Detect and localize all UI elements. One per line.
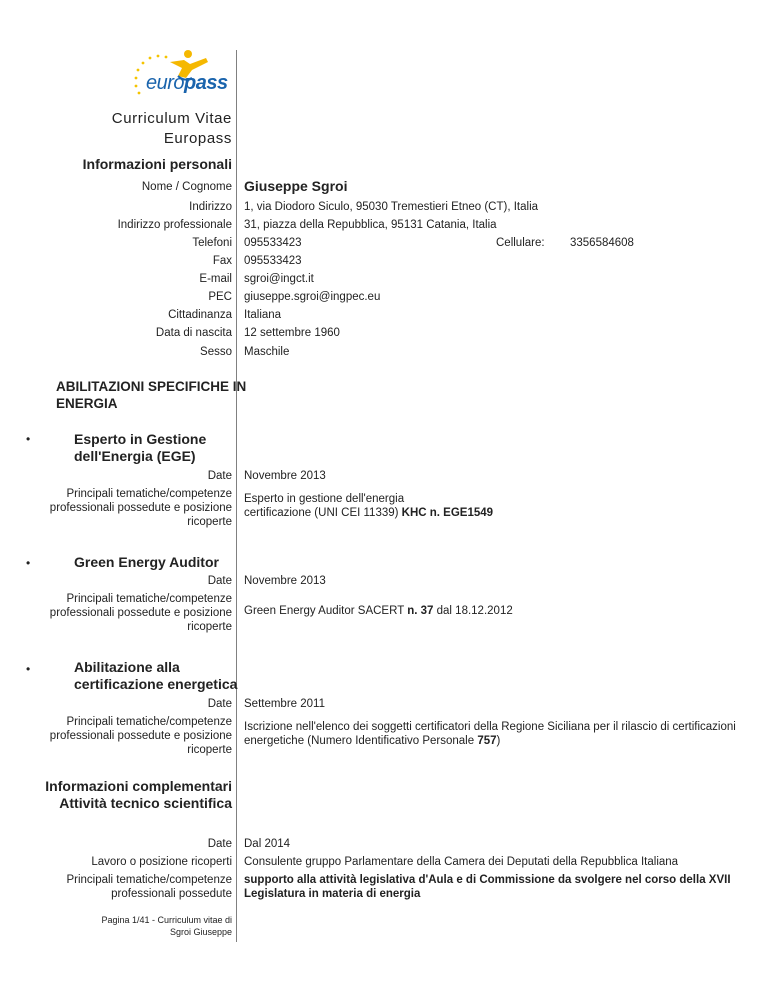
item-ege-comp-label-3: ricoperte — [187, 516, 232, 528]
item-ege-comp-line2: certificazione (UNI CEI 11339) — [244, 507, 402, 519]
item-gea-comp-label-3: ricoperte — [187, 621, 232, 633]
item-cert-title — [74, 659, 237, 693]
item-ege-date: Novembre 2013 — [244, 470, 326, 482]
footer-line1: Pagina 1/41 - Curriculum vitae di — [101, 915, 232, 925]
cv-title — [112, 109, 232, 149]
value-work-address: 31, piazza della Repubblica, 95131 Catania, Italia — [244, 219, 497, 231]
item-ege-comp-label-1: Principali tematiche/competenze — [66, 488, 232, 500]
bullet-icon: • — [26, 662, 31, 676]
item-cert-comp-label-2: professionali possedute e posizione — [49, 730, 232, 742]
logo-euro: euro — [146, 72, 185, 94]
compl-comp-label — [66, 873, 232, 901]
item-cert-date: Settembre 2011 — [244, 698, 325, 710]
item-cert-comp-label-3: ricoperte — [187, 744, 232, 756]
item-ege-comp-line1: Esperto in gestione dell'energia — [244, 493, 405, 505]
item-gea-comp-label-1: Principali tematiche/competenze — [66, 593, 232, 605]
value-sex: Maschile — [244, 346, 290, 358]
abilitazioni-heading-line1: ABILITAZIONI SPECIFICHE IN — [56, 379, 247, 394]
europass-logo — [128, 48, 228, 100]
label-birthdate: Data di nascita — [155, 327, 232, 339]
item-cert-comp — [244, 720, 736, 748]
item-gea-comp-bold: n. 37 — [407, 605, 434, 617]
item-ege-comp-bold: KHC n. EGE1549 — [401, 507, 494, 519]
page-footer — [101, 914, 232, 938]
complementari-heading-line2: Attività tecnico scientifica — [59, 795, 232, 811]
footer-line2: Sgroi Giuseppe — [169, 927, 232, 937]
item-cert-comp-line1: Iscrizione nell'elenco dei soggetti certificatori della Regione Siciliana per il rilascio di certificazioni — [244, 721, 736, 733]
label-name: Nome / Cognome — [141, 181, 232, 193]
cv-title-line1: Curriculum Vitae — [111, 110, 232, 127]
compl-job: Consulente gruppo Parlamentare della Camera dei Deputati della Repubblica Italiana — [244, 856, 679, 868]
item-cert-title-line2: certificazione energetica — [74, 676, 238, 692]
column-divider — [236, 50, 237, 942]
item-gea-date-label: Date — [207, 575, 232, 587]
value-pec: giuseppe.sgroi@ingpec.eu — [244, 291, 381, 303]
item-gea-comp-pre: Green Energy Auditor SACERT — [244, 605, 408, 617]
value-address: 1, via Diodoro Siculo, 95030 Tremestieri Etneo (CT), Italia — [244, 201, 539, 213]
item-ege-title-line2: dell'Energia (EGE) — [74, 448, 196, 464]
item-gea-title: Green Energy Auditor — [74, 554, 219, 570]
value-phone: 095533423 — [244, 237, 302, 249]
compl-date-label: Date — [207, 838, 232, 850]
item-cert-comp-label — [50, 715, 232, 757]
label-citizenship: Cittadinanza — [168, 309, 232, 321]
complementari-heading — [45, 778, 232, 812]
item-gea-comp-label — [50, 592, 232, 634]
item-ege-title-line1: Esperto in Gestione — [74, 431, 207, 447]
label-fax: Fax — [212, 255, 232, 267]
abilitazioni-heading — [56, 378, 246, 412]
item-cert-comp-label-1: Principali tematiche/competenze — [66, 716, 232, 728]
item-ege-date-label: Date — [207, 470, 232, 482]
label-sex: Sesso — [200, 346, 232, 358]
item-gea-comp-post: dal 18.12.2012 — [433, 605, 513, 617]
label-email: E-mail — [199, 273, 232, 285]
abilitazioni-heading-line2: ENERGIA — [56, 396, 118, 411]
logo-pass: pass — [184, 72, 228, 94]
bullet-icon: • — [26, 556, 31, 570]
label-pec: PEC — [208, 291, 232, 303]
personal-heading: Informazioni personali — [82, 156, 232, 172]
item-cert-date-label: Date — [207, 698, 232, 710]
compl-comp-label-2: professionali possedute — [111, 888, 232, 900]
item-cert-comp-line2: energetiche (Numero Identificativo Personale — [244, 735, 478, 747]
value-fax: 095533423 — [244, 255, 302, 267]
item-gea-comp-label-2: professionali possedute e posizione — [49, 607, 232, 619]
label-mobile: Cellulare: — [496, 237, 545, 249]
value-birthdate: 12 settembre 1960 — [244, 327, 340, 339]
value-email: sgroi@ingct.it — [244, 273, 314, 285]
compl-job-label: Lavoro o posizione ricoperti — [91, 856, 232, 868]
bullet-icon: • — [26, 432, 31, 446]
compl-comp — [244, 873, 731, 901]
item-ege-title — [74, 431, 206, 465]
value-mobile: 3356584608 — [570, 237, 634, 249]
item-ege-comp — [244, 492, 493, 520]
item-cert-comp-bold: 757 — [477, 735, 497, 747]
value-name: Giuseppe Sgroi — [244, 178, 348, 194]
compl-comp-line1: supporto alla attività legislativa d'Aula e di Commissione da svolgere nel corso della XVII — [244, 874, 731, 886]
complementari-heading-line1: Informazioni complementari — [45, 778, 232, 794]
value-citizenship: Italiana — [244, 309, 282, 321]
item-ege-comp-label-2: professionali possedute e posizione — [49, 502, 232, 514]
compl-comp-line2: Legislatura in materia di energia — [244, 888, 421, 900]
label-phone: Telefoni — [192, 237, 232, 249]
item-ege-comp-label — [50, 487, 232, 529]
compl-date: Dal 2014 — [244, 838, 291, 850]
item-cert-title-line1: Abilitazione alla — [74, 659, 180, 675]
label-work-address: Indirizzo professionale — [117, 219, 232, 231]
item-gea-date: Novembre 2013 — [244, 575, 326, 587]
item-cert-comp-post: ) — [496, 735, 501, 747]
cv-title-line2: Europass — [163, 130, 232, 147]
compl-comp-label-1: Principali tematiche/competenze — [66, 874, 232, 886]
label-address: Indirizzo — [189, 201, 232, 213]
item-gea-comp — [244, 604, 513, 618]
